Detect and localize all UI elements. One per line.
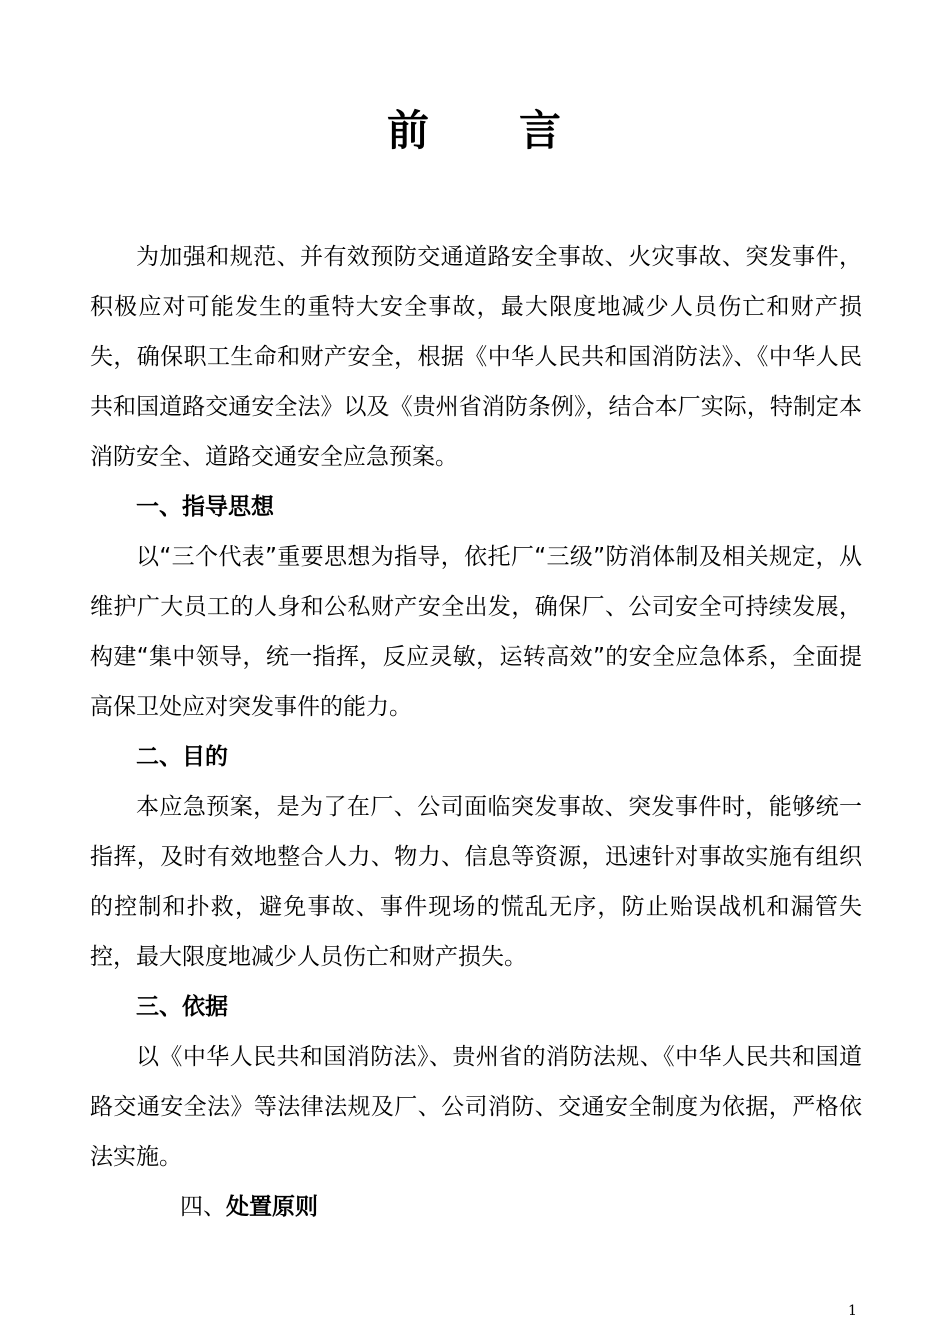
page-title (0, 98, 950, 158)
section-heading-guiding-thought: 一、指导思想 (136, 494, 274, 520)
intro-paragraph: 为加强和规范、并有效预防交通道路安全事故、火灾事故、突发事件，积极应对可能发生的重特大安全事故，最大限度地减少人员伤亡和财产损失，确保职工生命和财产安全，根据《中华人民共和国消防法》、《中华人民共和国道路交通安全法》以及《贵州省消防条例》，结合本厂实际，特制定本消防安全、道路交通安全应急预案。 (90, 244, 862, 470)
section-text-purpose: 本应急预案，是为了在厂、公司面临突发事故、突发事件时，能够统一指挥，及时有效地整合人力、物力、信息等资源，迅速针对事故实施有组织的控制和扑救，避免事故、事件现场的慌乱无序，防止贻误战机和漏管失控，最大限度地减少人员伤亡和财产损失。 (90, 794, 862, 970)
title-char-2: 言 (519, 106, 564, 155)
section-heading-principles (90, 1182, 862, 1232)
page-number: 1 (848, 1303, 857, 1319)
section-heading-principles-label: 处置原则 (226, 1194, 318, 1220)
section-heading-purpose: 二、目的 (136, 744, 228, 770)
section-text-basis: 以《中华人民共和国消防法》、贵州省的消防法规、《中华人民共和国道路交通安全法》等法律法规及厂、公司消防、交通安全制度为依据，严格依法实施。 (90, 1044, 862, 1170)
document-body (90, 232, 862, 1232)
section-text-guiding-thought: 以“三个代表”重要思想为指导，依托厂“三级”防消体制及相关规定，从维护广大员工的人身和公私财产安全出发，确保厂、公司安全可持续发展，构建“集中领导，统一指挥，反应灵敏，运转高效”的安全应急体系，全面提高保卫处应对突发事件的能力。 (90, 544, 862, 720)
title-char-1: 前 (386, 106, 431, 155)
section-heading-principles-prefix: 四、 (180, 1194, 226, 1220)
section-heading-basis: 三、依据 (136, 994, 228, 1020)
